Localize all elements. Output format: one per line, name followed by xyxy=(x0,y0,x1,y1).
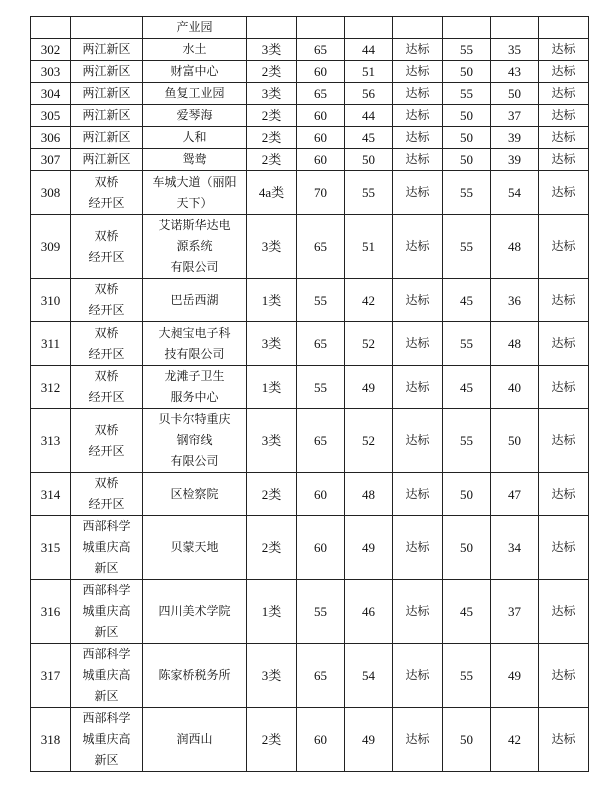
row-number-cell: 318 xyxy=(31,708,71,772)
zone-class-cell: 3类 xyxy=(247,644,297,708)
site-name-cell-line: 源系统 xyxy=(176,239,213,253)
district-cell-line: 两江新区 xyxy=(82,42,131,56)
day-result-cell: 达标 xyxy=(393,708,443,772)
day-result-cell: 达标 xyxy=(393,105,443,127)
day-standard-cell: 55 xyxy=(297,580,345,644)
night-result-cell: 达标 xyxy=(539,409,589,473)
district-cell-line: 城重庆高 xyxy=(82,604,131,618)
district-cell-line: 西部科学 xyxy=(82,519,131,533)
day-standard-cell: 65 xyxy=(297,83,345,105)
day-measured-cell: 42 xyxy=(345,279,393,322)
zone-class-cell: 3类 xyxy=(247,39,297,61)
site-name-cell-line: 财富中心 xyxy=(170,64,219,78)
day-measured-cell: 54 xyxy=(345,644,393,708)
district-cell-line: 城重庆高 xyxy=(82,732,131,746)
night-measured-cell: 37 xyxy=(491,105,539,127)
site-name-cell-line: 龙滩子卫生 xyxy=(164,369,225,383)
night-standard-cell: 55 xyxy=(443,171,491,215)
row-number-cell: 311 xyxy=(31,322,71,366)
day-standard-cell: 65 xyxy=(297,322,345,366)
district-cell-line: 双桥 xyxy=(94,325,119,340)
district-cell xyxy=(71,708,143,772)
site-name-cell: 产业园 xyxy=(143,17,247,39)
night-standard-cell: 55 xyxy=(443,322,491,366)
day-measured-cell: 48 xyxy=(345,473,393,516)
day-result-cell: 达标 xyxy=(393,409,443,473)
district-cell-line: 双桥 xyxy=(94,476,119,490)
site-name-cell-line: 润西山 xyxy=(176,732,213,746)
row-number-cell: 304 xyxy=(31,83,71,105)
district-cell-line: 西部科学 xyxy=(82,711,131,725)
zone-class-cell: 3类 xyxy=(247,215,297,279)
district-cell-line: 新区 xyxy=(94,753,119,767)
day-result-cell: 达标 xyxy=(393,366,443,409)
district-cell xyxy=(71,322,143,366)
night-measured-cell: 37 xyxy=(491,580,539,644)
site-name-cell-line: 鸳鸯 xyxy=(182,152,207,166)
row-number-cell: 305 xyxy=(31,105,71,127)
day-measured-cell: 46 xyxy=(345,580,393,644)
night-measured-cell: 48 xyxy=(491,215,539,279)
site-name-cell-line: 人和 xyxy=(182,130,207,144)
day-measured-cell: 50 xyxy=(345,149,393,171)
night-measured-cell: 39 xyxy=(491,149,539,171)
district-cell xyxy=(71,473,143,516)
district-cell-line: 双桥 xyxy=(94,369,119,383)
table-row xyxy=(31,105,589,127)
site-name-cell-line: 天下） xyxy=(176,195,213,210)
day-measured-cell: 44 xyxy=(345,105,393,127)
table-row xyxy=(31,39,589,61)
day-result-cell: 达标 xyxy=(393,171,443,215)
site-name-cell-line: 巴岳西湖 xyxy=(170,292,219,307)
district-cell-line: 新区 xyxy=(94,689,119,703)
night-result-cell: 达标 xyxy=(539,127,589,149)
district-cell xyxy=(71,644,143,708)
night-measured-cell: 48 xyxy=(491,322,539,366)
zone-class-cell: 3类 xyxy=(247,409,297,473)
district-cell-line: 经开区 xyxy=(88,303,125,317)
zone-class-cell: 1类 xyxy=(247,279,297,322)
night-standard-cell: 50 xyxy=(443,149,491,171)
site-name-cell xyxy=(143,279,247,322)
row-number-cell: 309 xyxy=(31,215,71,279)
row-number-cell: 312 xyxy=(31,366,71,409)
zone-class-cell: 2类 xyxy=(247,516,297,580)
district-cell-line: 经开区 xyxy=(88,443,125,458)
night-result-cell: 达标 xyxy=(539,644,589,708)
day-measured-cell: 52 xyxy=(345,409,393,473)
district-cell-line: 新区 xyxy=(94,561,119,575)
day-standard-cell: 65 xyxy=(297,644,345,708)
district-cell xyxy=(71,39,143,61)
site-name-cell-line: 贝蒙天地 xyxy=(170,540,219,554)
day-measured-cell: 56 xyxy=(345,83,393,105)
zone-class-cell: 3类 xyxy=(247,322,297,366)
night-standard-cell: 50 xyxy=(443,473,491,516)
zone-class-cell: 2类 xyxy=(247,61,297,83)
district-cell xyxy=(71,279,143,322)
day-result-cell: 达标 xyxy=(393,516,443,580)
district-cell-line: 两江新区 xyxy=(82,64,131,78)
table-body xyxy=(31,17,589,772)
zone-class-cell: 2类 xyxy=(247,708,297,772)
site-name-cell-line: 有限公司 xyxy=(170,454,219,468)
day-standard-cell: 60 xyxy=(297,708,345,772)
day-standard-cell: 60 xyxy=(297,516,345,580)
day-standard-cell: 55 xyxy=(297,366,345,409)
day-standard-cell: 60 xyxy=(297,149,345,171)
site-name-cell xyxy=(143,39,247,61)
site-name-cell-line: 爱琴海 xyxy=(176,108,213,122)
night-result-cell: 达标 xyxy=(539,516,589,580)
day-result-cell: 达标 xyxy=(393,61,443,83)
night-result-cell: 达标 xyxy=(539,149,589,171)
day-standard-cell: 65 xyxy=(297,39,345,61)
night-result-cell: 达标 xyxy=(539,83,589,105)
row-number-cell: 308 xyxy=(31,171,71,215)
site-name-cell xyxy=(143,105,247,127)
night-result-cell: 达标 xyxy=(539,105,589,127)
night-standard-cell: 55 xyxy=(443,83,491,105)
night-result-cell: 达标 xyxy=(539,580,589,644)
day-standard-cell: 55 xyxy=(297,279,345,322)
day-result-cell: 达标 xyxy=(393,149,443,171)
night-standard-cell: 50 xyxy=(443,61,491,83)
day-measured-cell: 51 xyxy=(345,215,393,279)
night-result-cell: 达标 xyxy=(539,215,589,279)
day-standard-cell: 70 xyxy=(297,171,345,215)
day-standard-cell: 60 xyxy=(297,61,345,83)
zone-class-cell: 4a类 xyxy=(247,171,297,215)
day-measured-cell: 55 xyxy=(345,171,393,215)
row-number-cell: 316 xyxy=(31,580,71,644)
row-number-cell: 307 xyxy=(31,149,71,171)
site-name-cell xyxy=(143,409,247,473)
table-row xyxy=(31,171,589,215)
day-result-cell: 达标 xyxy=(393,39,443,61)
site-name-cell xyxy=(143,61,247,83)
day-standard-cell: 60 xyxy=(297,127,345,149)
site-name-cell xyxy=(143,171,247,215)
night-measured-cell: 43 xyxy=(491,61,539,83)
district-cell xyxy=(71,171,143,215)
site-name-cell xyxy=(143,644,247,708)
noise-monitoring-table xyxy=(30,16,589,772)
site-name-cell-line: 鱼复工业园 xyxy=(164,86,225,100)
site-name-cell xyxy=(143,322,247,366)
district-cell-line: 西部科学 xyxy=(82,647,131,661)
zone-class-cell: 2类 xyxy=(247,149,297,171)
zone-class-cell: 2类 xyxy=(247,473,297,516)
site-name-cell xyxy=(143,83,247,105)
night-result-cell: 达标 xyxy=(539,708,589,772)
night-standard-cell: 50 xyxy=(443,127,491,149)
table-row xyxy=(31,516,589,580)
table-row xyxy=(31,127,589,149)
day-measured-cell: 49 xyxy=(345,366,393,409)
site-name-cell xyxy=(143,580,247,644)
night-measured-cell: 47 xyxy=(491,473,539,516)
district-cell-line: 经开区 xyxy=(88,195,125,210)
night-result-cell: 达标 xyxy=(539,366,589,409)
table-row xyxy=(31,708,589,772)
district-cell-line: 双桥 xyxy=(94,282,119,296)
site-name-cell xyxy=(143,708,247,772)
night-measured-cell: 39 xyxy=(491,127,539,149)
day-result-cell: 达标 xyxy=(393,279,443,322)
row-number-cell: 315 xyxy=(31,516,71,580)
table-row xyxy=(31,580,589,644)
night-measured-cell: 50 xyxy=(491,409,539,473)
table-row xyxy=(31,215,589,279)
row-number-cell: 314 xyxy=(31,473,71,516)
district-cell xyxy=(71,61,143,83)
day-result-cell: 达标 xyxy=(393,215,443,279)
day-measured-cell: 52 xyxy=(345,322,393,366)
site-name-cell-line: 有限公司 xyxy=(170,260,219,274)
night-measured-cell: 40 xyxy=(491,366,539,409)
table-row xyxy=(31,473,589,516)
night-result-cell: 达标 xyxy=(539,171,589,215)
table-row xyxy=(31,366,589,409)
night-standard-cell: 50 xyxy=(443,516,491,580)
district-cell-line: 经开区 xyxy=(88,346,125,361)
night-standard-cell: 55 xyxy=(443,409,491,473)
district-cell-line: 双桥 xyxy=(94,228,119,243)
day-result-cell: 达标 xyxy=(393,322,443,366)
day-measured-cell: 51 xyxy=(345,61,393,83)
district-cell-line: 经开区 xyxy=(88,497,125,511)
table-row xyxy=(31,644,589,708)
district-cell-line: 双桥 xyxy=(94,422,119,437)
district-cell-line: 新区 xyxy=(94,625,119,639)
district-cell xyxy=(71,149,143,171)
night-standard-cell: 45 xyxy=(443,580,491,644)
district-cell-line: 两江新区 xyxy=(82,152,131,166)
day-result-cell: 达标 xyxy=(393,644,443,708)
district-cell-line: 两江新区 xyxy=(82,130,131,144)
site-name-cell-line: 四川美术学院 xyxy=(158,604,231,618)
district-cell xyxy=(71,83,143,105)
night-measured-cell: 36 xyxy=(491,279,539,322)
district-cell xyxy=(71,409,143,473)
district-cell-line: 西部科学 xyxy=(82,583,131,597)
table-row xyxy=(31,149,589,171)
zone-class-cell: 1类 xyxy=(247,366,297,409)
district-cell xyxy=(71,215,143,279)
table-row xyxy=(31,279,589,322)
district-cell-line: 两江新区 xyxy=(82,108,131,122)
district-cell xyxy=(71,105,143,127)
district-cell-line: 双桥 xyxy=(94,174,119,189)
day-result-cell: 达标 xyxy=(393,127,443,149)
day-measured-cell: 45 xyxy=(345,127,393,149)
row-number-cell: 313 xyxy=(31,409,71,473)
row-number-cell: 317 xyxy=(31,644,71,708)
site-name-cell xyxy=(143,215,247,279)
night-measured-cell: 49 xyxy=(491,644,539,708)
day-standard-cell: 60 xyxy=(297,105,345,127)
night-standard-cell: 45 xyxy=(443,366,491,409)
row-number-cell: 303 xyxy=(31,61,71,83)
row-number-cell: 306 xyxy=(31,127,71,149)
night-standard-cell: 45 xyxy=(443,279,491,322)
site-name-cell-line: 陈家桥税务所 xyxy=(158,668,231,682)
table-row xyxy=(31,61,589,83)
night-standard-cell: 50 xyxy=(443,105,491,127)
site-name-cell xyxy=(143,516,247,580)
day-standard-cell: 65 xyxy=(297,215,345,279)
district-cell-line: 城重庆高 xyxy=(82,668,131,682)
district-cell-line: 两江新区 xyxy=(82,86,131,100)
night-standard-cell: 55 xyxy=(443,39,491,61)
site-name-cell-line: 服务中心 xyxy=(170,390,219,404)
site-name-cell xyxy=(143,473,247,516)
site-name-cell-line: 艾诺斯华达电 xyxy=(158,218,231,232)
district-cell-line: 城重庆高 xyxy=(82,540,131,554)
day-measured-cell: 44 xyxy=(345,39,393,61)
day-result-cell: 达标 xyxy=(393,83,443,105)
site-name-cell xyxy=(143,366,247,409)
night-measured-cell: 34 xyxy=(491,516,539,580)
district-cell xyxy=(71,580,143,644)
site-name-cell-line: 大昶宝电子科 xyxy=(158,325,231,340)
table-row xyxy=(31,83,589,105)
zone-class-cell: 1类 xyxy=(247,580,297,644)
zone-class-cell: 2类 xyxy=(247,105,297,127)
zone-class-cell: 3类 xyxy=(247,83,297,105)
zone-class-cell: 2类 xyxy=(247,127,297,149)
site-name-cell-line: 区检察院 xyxy=(170,486,219,501)
night-result-cell: 达标 xyxy=(539,39,589,61)
day-result-cell: 达标 xyxy=(393,580,443,644)
table-row xyxy=(31,322,589,366)
day-standard-cell: 65 xyxy=(297,409,345,473)
night-measured-cell: 42 xyxy=(491,708,539,772)
table-row-continued xyxy=(31,17,589,39)
night-result-cell: 达标 xyxy=(539,61,589,83)
district-cell-line: 经开区 xyxy=(88,249,125,264)
night-result-cell: 达标 xyxy=(539,473,589,516)
night-result-cell: 达标 xyxy=(539,322,589,366)
site-name-cell xyxy=(143,149,247,171)
district-cell xyxy=(71,366,143,409)
site-name-cell-line: 贝卡尔特重庆 xyxy=(158,412,231,426)
day-measured-cell: 49 xyxy=(345,516,393,580)
night-standard-cell: 50 xyxy=(443,708,491,772)
table-row xyxy=(31,409,589,473)
district-cell xyxy=(71,127,143,149)
day-result-cell: 达标 xyxy=(393,473,443,516)
row-number-cell: 302 xyxy=(31,39,71,61)
day-measured-cell: 49 xyxy=(345,708,393,772)
row-number-cell: 310 xyxy=(31,279,71,322)
site-name-cell-line: 钢帘线 xyxy=(176,433,213,447)
night-standard-cell: 55 xyxy=(443,644,491,708)
night-measured-cell: 35 xyxy=(491,39,539,61)
night-result-cell: 达标 xyxy=(539,279,589,322)
district-cell-line: 经开区 xyxy=(88,390,125,404)
site-name-cell-line: 车城大道（丽阳 xyxy=(152,174,237,189)
night-measured-cell: 54 xyxy=(491,171,539,215)
day-standard-cell: 60 xyxy=(297,473,345,516)
night-measured-cell: 50 xyxy=(491,83,539,105)
district-cell xyxy=(71,516,143,580)
site-name-cell-line: 技有限公司 xyxy=(164,346,225,361)
site-name-cell-line: 水土 xyxy=(182,42,207,56)
night-standard-cell: 55 xyxy=(443,215,491,279)
site-name-cell xyxy=(143,127,247,149)
